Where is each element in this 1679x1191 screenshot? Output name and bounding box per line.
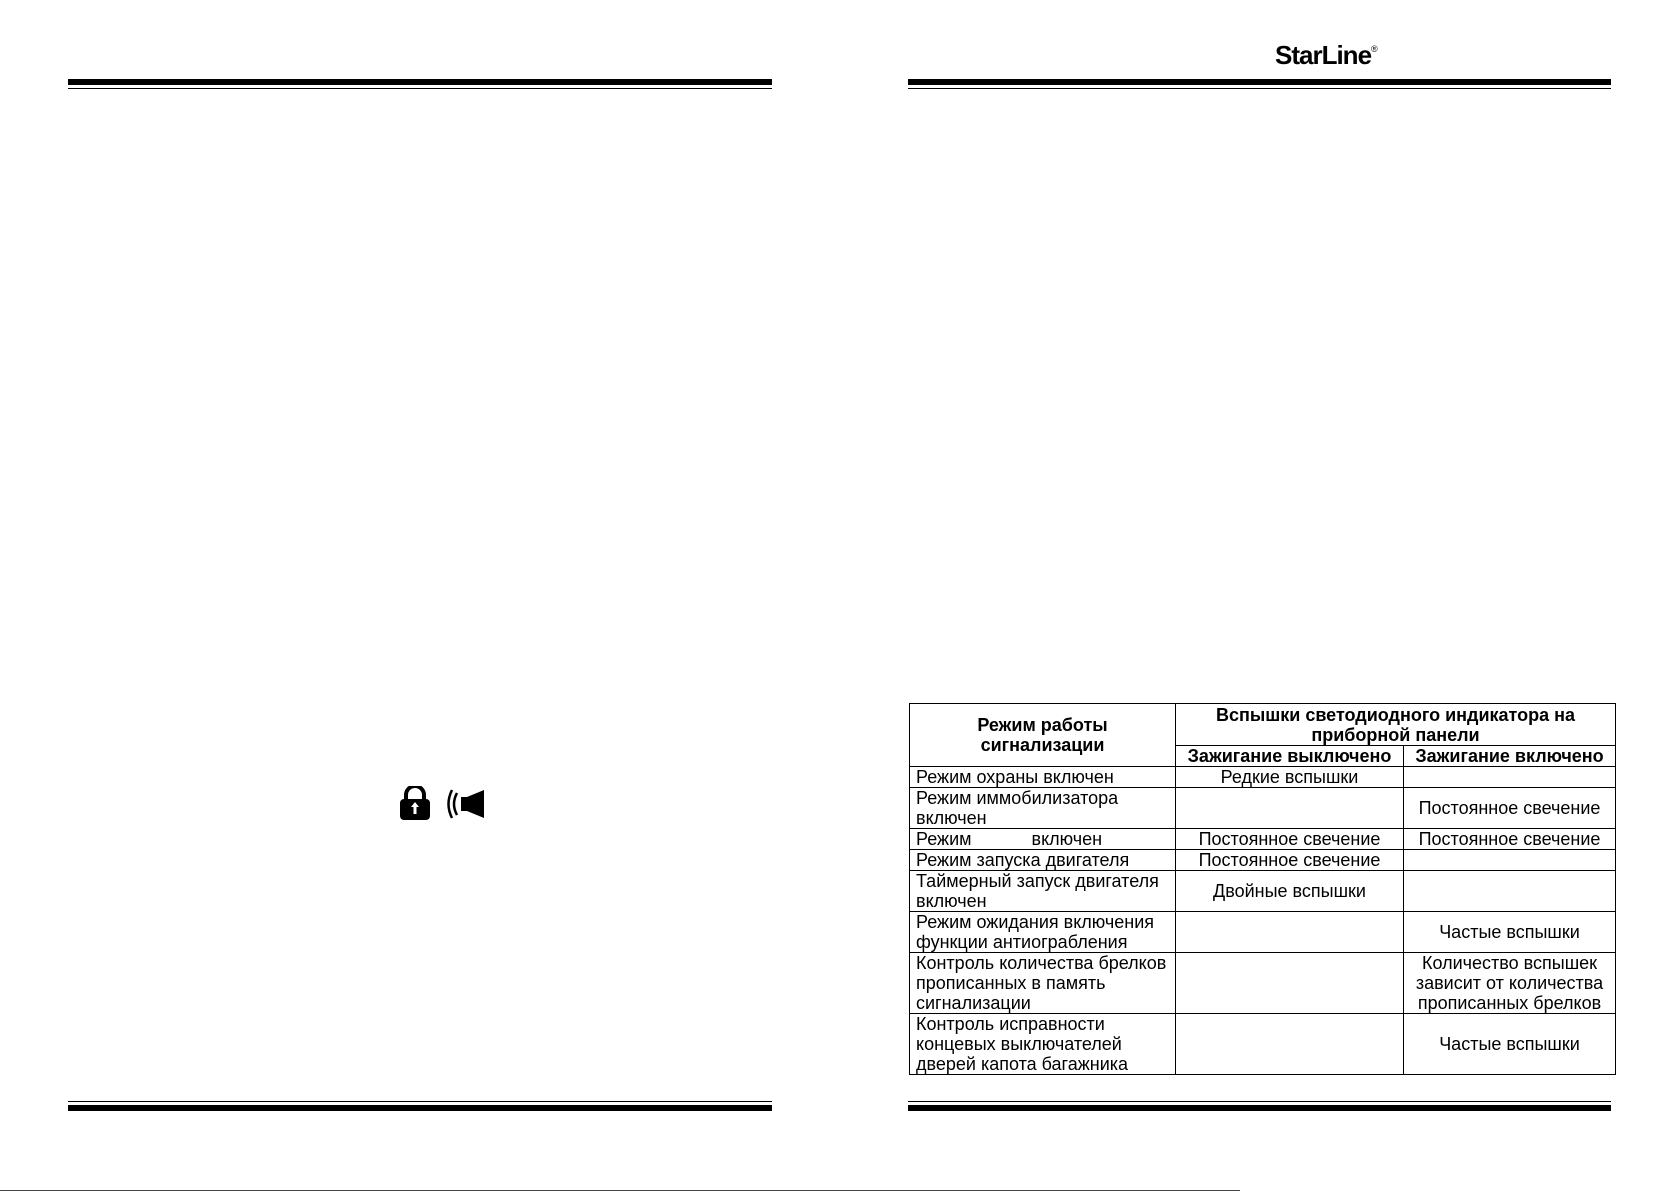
table-row bbox=[910, 871, 1616, 912]
table-row bbox=[910, 850, 1616, 871]
header-ignition-on: Зажигание включено bbox=[1404, 746, 1616, 767]
row-ignition-off bbox=[1176, 788, 1404, 829]
row-ignition-off: Двойные вспышки bbox=[1176, 871, 1404, 912]
siren-icon bbox=[449, 790, 485, 818]
header-ignition-off: Зажигание выключено bbox=[1176, 746, 1404, 767]
row-ignition-on bbox=[1404, 850, 1616, 871]
icon-group bbox=[400, 786, 500, 822]
row-mode: Режим включен bbox=[910, 829, 1176, 850]
row-ignition-on: Частые вспышки bbox=[1404, 912, 1616, 953]
row-ignition-off: Редкие вспышки bbox=[1176, 767, 1404, 788]
row-mode: Таймерный запуск двигателя включен bbox=[910, 871, 1176, 912]
row-ignition-off: Постоянное свечение bbox=[1176, 850, 1404, 871]
row-mode: Режим ожидания включения функции антиограбления bbox=[910, 912, 1176, 953]
table-row bbox=[910, 767, 1616, 788]
row-ignition-on: Постоянное свечение bbox=[1404, 788, 1616, 829]
right-page bbox=[840, 0, 1679, 1191]
row-ignition-on: Частые вспышки bbox=[1404, 1014, 1616, 1075]
row-ignition-on bbox=[1404, 767, 1616, 788]
header-flashes: Вспышки светодиодного индикатора на приборной панели bbox=[1176, 704, 1616, 746]
row-ignition-on bbox=[1404, 871, 1616, 912]
row-mode: Контроль количества брелков прописанных в память сигнализации bbox=[910, 953, 1176, 1014]
row-mode: Режим охраны включен bbox=[910, 767, 1176, 788]
row-mode: Контроль исправности концевых выключателей дверей капота багажника bbox=[910, 1014, 1176, 1075]
top-rule bbox=[68, 79, 772, 91]
header-mode: Режим работы сигнализации bbox=[910, 704, 1176, 767]
top-rule bbox=[908, 79, 1611, 91]
table-row bbox=[910, 788, 1616, 829]
bottom-rule bbox=[908, 1101, 1611, 1113]
row-ignition-on: Постоянное свечение bbox=[1404, 829, 1616, 850]
row-ignition-on: Количество вспышек зависит от количества прописанных брелков bbox=[1404, 953, 1616, 1014]
table-row bbox=[910, 953, 1616, 1014]
row-ignition-off bbox=[1176, 1014, 1404, 1075]
table-row bbox=[910, 912, 1616, 953]
starline-logo: StarLine® bbox=[1275, 40, 1377, 70]
indicator-table bbox=[909, 703, 1616, 1075]
row-ignition-off bbox=[1176, 912, 1404, 953]
row-ignition-off: Постоянное свечение bbox=[1176, 829, 1404, 850]
table-row bbox=[910, 1014, 1616, 1075]
row-ignition-off bbox=[1176, 953, 1404, 1014]
table-row bbox=[910, 829, 1616, 850]
bottom-rule bbox=[68, 1101, 772, 1113]
row-mode: Режим иммобилизатора включен bbox=[910, 788, 1176, 829]
row-mode: Режим запуска двигателя bbox=[910, 850, 1176, 871]
unlock-icon bbox=[400, 786, 430, 820]
